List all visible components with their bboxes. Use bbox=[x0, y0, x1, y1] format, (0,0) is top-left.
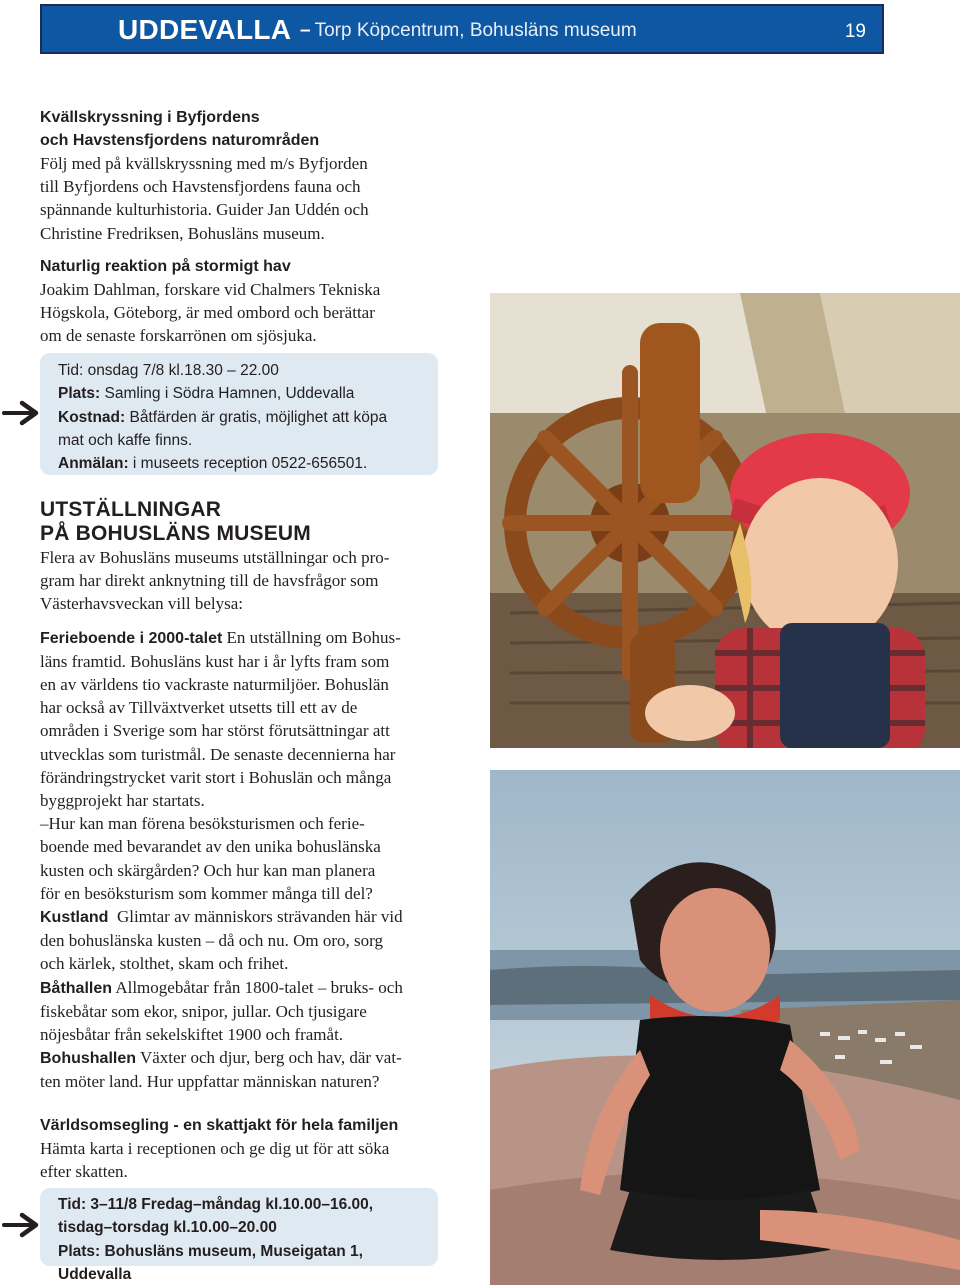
info-registration bbox=[58, 452, 428, 475]
info-time: Tid: onsdag 7/8 kl.18.30 – 22.00 bbox=[58, 362, 279, 379]
body-line: har också av Tillväxtverket utsetts till ett av de bbox=[40, 698, 358, 718]
body-line: läns framtid. Bohusläns kust har i år lyfts fram som bbox=[40, 651, 390, 671]
paragraph-text: Glimtar av människors strävanden här vid bbox=[108, 907, 403, 927]
paragraph-lead: Kustland bbox=[40, 909, 109, 927]
body-line: efter skatten. bbox=[40, 1162, 128, 1182]
photo-child-ship-wheel bbox=[490, 293, 960, 748]
body-line: en av världens tio vackraste naturmiljöer. Bohuslän bbox=[40, 675, 389, 695]
body-line: gram har direkt anknytning till de havsfrågor som bbox=[40, 571, 379, 591]
info-box-kryssning bbox=[40, 353, 438, 475]
page-header bbox=[40, 4, 884, 54]
page-number: 19 bbox=[844, 21, 866, 42]
arrow-right-icon bbox=[2, 1211, 42, 1239]
header-dash: – bbox=[300, 20, 311, 41]
info-box-utstallningar bbox=[40, 1188, 438, 1283]
body-line: Högskola, Göteborg, är med ombord och berättar bbox=[40, 303, 375, 323]
body-line: fiskebåtar som ekor, snipor, jullar. Och tjusigare bbox=[40, 1001, 367, 1021]
body-line: till Byfjordens och Havstensfjordens fauna och bbox=[40, 177, 361, 197]
body-line bbox=[40, 976, 442, 1000]
info-cost-cont: mat och kaffe finns. bbox=[58, 431, 193, 449]
section-title: PÅ BOHUSLÄNS MUSEUM bbox=[40, 522, 311, 545]
info-value: Samling i Södra Hamnen, Uddevalla bbox=[100, 385, 355, 403]
body-line bbox=[40, 626, 442, 650]
body-line: den bohuslänska kusten – då och nu. Om oro, sorg bbox=[40, 931, 383, 951]
body-line: Hämta karta i receptionen och ge dig ut för att söka bbox=[40, 1139, 390, 1158]
body-line: Joakim Dahlman, forskare vid Chalmers Tekniska bbox=[40, 280, 381, 299]
info-label: Plats: bbox=[58, 385, 101, 403]
body-line: byggprojekt har startats. bbox=[40, 791, 205, 811]
article-naturlig-reaktion bbox=[40, 255, 440, 348]
info-time: Tid: 3–11/8 Fredag–måndag kl.10.00–16.00, bbox=[58, 1196, 374, 1213]
body-line bbox=[40, 905, 442, 929]
body-line: förändringstrycket varit stort i Bohuslän och många bbox=[40, 767, 392, 787]
paragraph-text: Allmogebåtar från 1800-talet – bruks- och bbox=[112, 977, 403, 997]
info-value: Båtfärden är gratis, möjlighet att köpa bbox=[125, 408, 388, 426]
info-label: Anmälan: bbox=[58, 455, 129, 473]
body-line: –Hur kan man förena besöksturismen och ferie- bbox=[40, 814, 365, 834]
info-time: tisdag–torsdag kl.10.00–20.00 bbox=[58, 1219, 277, 1237]
photo-woman-coast bbox=[490, 770, 960, 1285]
article-heading: Kvällskryssning i Byfjordens bbox=[40, 109, 260, 126]
body-line: om de senaste forskarrönen om sjösjuka. bbox=[40, 326, 317, 346]
header-subtitle bbox=[300, 20, 637, 42]
body-line: för en besöksturism som kommer många till del? bbox=[40, 883, 373, 903]
section-utstallningar bbox=[40, 498, 442, 1094]
info-cost bbox=[58, 406, 428, 429]
body-line: Flera av Bohusläns museums utställningar och pro- bbox=[40, 548, 390, 567]
body-line: boende med bevarandet av den unika bohuslänska bbox=[40, 837, 381, 857]
info-label: Kostnad: bbox=[58, 408, 126, 426]
article-heading: Världsomsegling - en skattjakt för hela familjen bbox=[40, 1117, 399, 1134]
body-line: nöjesbåtar från sekelskiftet 1900 och framåt. bbox=[40, 1025, 344, 1045]
article-heading: och Havstensfjordens naturområden bbox=[40, 132, 320, 149]
header-title: UDDEVALLA bbox=[118, 14, 292, 45]
info-place: Plats: Bohusläns museum, Museigatan 1, Uddevalla bbox=[58, 1242, 363, 1283]
article-kvallskryssning bbox=[40, 106, 440, 245]
body-line: Västerhavsveckan vill belysa: bbox=[40, 594, 243, 614]
paragraph-lead: Ferieboende i 2000-talet bbox=[40, 629, 223, 647]
body-line: Följ med på kvällskryssning med m/s Byfjorden bbox=[40, 154, 368, 173]
article-varldsomsegling bbox=[40, 1114, 440, 1183]
body-line: ten möter land. Hur uppfattar människan naturen? bbox=[40, 1072, 380, 1092]
header-subtitle-text: Torp Köpcentrum, Bohusläns museum bbox=[314, 20, 637, 41]
body-line: utvecklas som turistmål. De senaste decennierna har bbox=[40, 744, 396, 764]
section-title: UTSTÄLLNINGAR bbox=[40, 498, 222, 521]
paragraph-lead: Bohushallen bbox=[40, 1050, 137, 1068]
info-value: i museets reception 0522-656501. bbox=[128, 455, 368, 473]
info-place bbox=[58, 382, 428, 405]
body-line: och kärlek, stolthet, skam och frihet. bbox=[40, 954, 289, 974]
paragraph-text: En utställning om Bohus- bbox=[222, 627, 401, 647]
body-line: spännande kulturhistoria. Guider Jan Uddén och bbox=[40, 200, 369, 220]
body-line: kusten och skärgården? Och hur kan man planera bbox=[40, 860, 376, 880]
body-line: områden i Sverige som har störst förutsättningar att bbox=[40, 721, 390, 741]
paragraph-lead: Båthallen bbox=[40, 979, 113, 997]
body-line: Christine Fredriksen, Bohusläns museum. bbox=[40, 223, 325, 243]
body-line bbox=[40, 1046, 442, 1070]
article-heading: Naturlig reaktion på stormigt hav bbox=[40, 258, 291, 275]
paragraph-text: Växter och djur, berg och hav, där vat- bbox=[136, 1048, 402, 1068]
arrow-right-icon bbox=[2, 399, 42, 427]
